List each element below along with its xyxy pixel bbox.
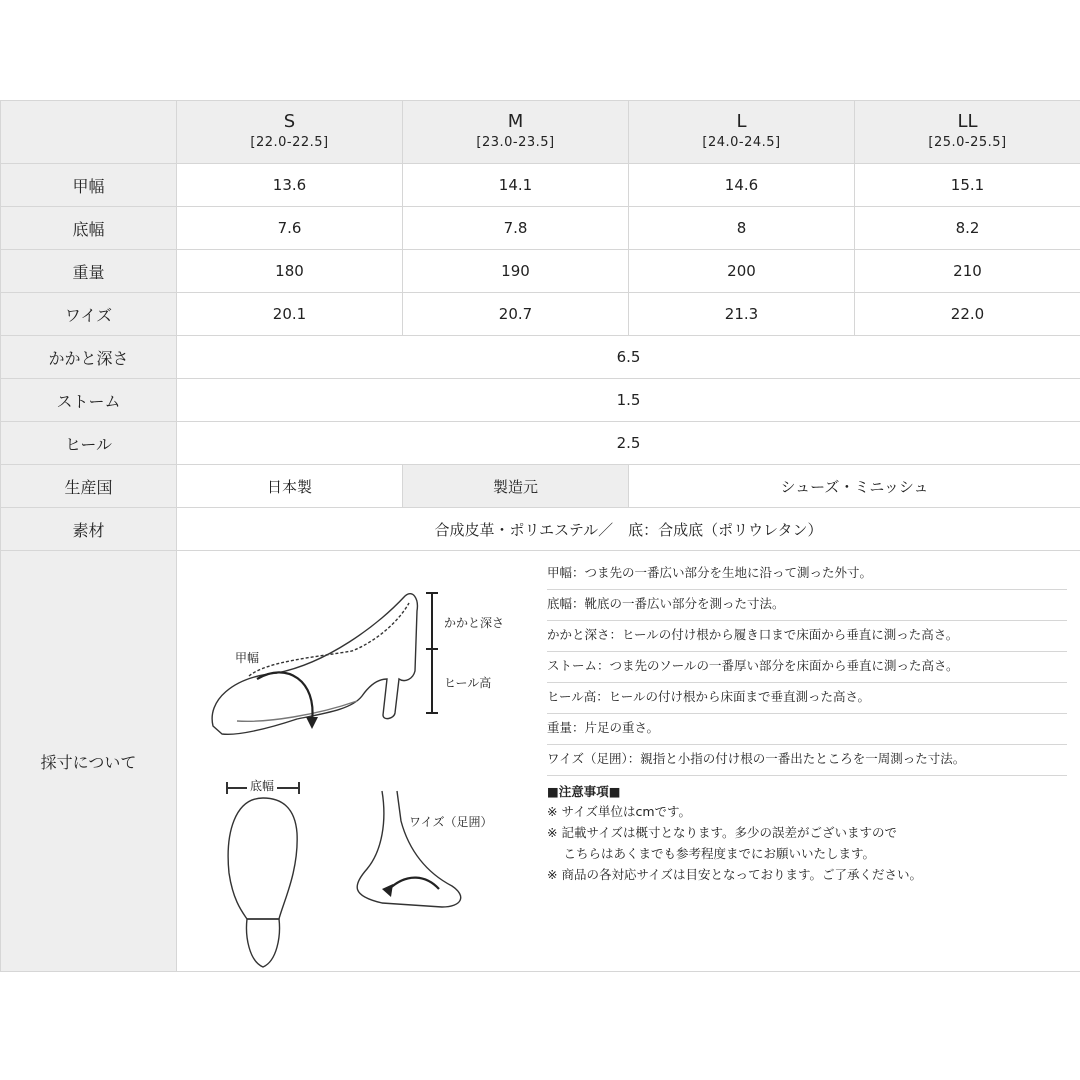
table-cell: 日本製 xyxy=(177,465,403,508)
measurement-cell xyxy=(177,551,1080,972)
table-cell: 20.1 xyxy=(177,293,403,336)
table-cell: 1.5 xyxy=(177,379,1080,422)
note-item: 重量：片足の重さ。 xyxy=(547,714,1067,745)
note-item: ストーム：つま先のソールの一番厚い部分を床面から垂直に測った高さ。 xyxy=(547,652,1067,683)
table-cell: 7.8 xyxy=(403,207,629,250)
table-row xyxy=(1,293,1080,336)
sole-illustration xyxy=(227,782,299,967)
size-range: [24.0-24.5] xyxy=(702,135,781,150)
row-label: かかと深さ xyxy=(1,336,177,379)
size-header-m xyxy=(403,101,629,164)
row-label: 素材 xyxy=(1,508,177,551)
size-header-s xyxy=(177,101,403,164)
size-header-l xyxy=(629,101,855,164)
row-label: 底幅 xyxy=(1,207,177,250)
table-cell: 13.6 xyxy=(177,164,403,207)
row-label: ヒール xyxy=(1,422,177,465)
row-label: ワイズ xyxy=(1,293,177,336)
caution-item: ※ サイズ単位はcmです。 xyxy=(547,804,691,819)
table-cell: シューズ・ミニッシュ xyxy=(629,465,1080,508)
size-range: [22.0-22.5] xyxy=(250,135,329,150)
table-cell: 2.5 xyxy=(177,422,1080,465)
table-cell: 20.7 xyxy=(403,293,629,336)
size-name: M xyxy=(507,111,524,132)
table-cell: 14.6 xyxy=(629,164,855,207)
table-row xyxy=(1,164,1080,207)
table-row xyxy=(1,508,1080,551)
kakato-label: かかと深さ xyxy=(444,616,505,630)
size-header-row xyxy=(1,101,1080,164)
row-label: 甲幅 xyxy=(1,164,177,207)
table-cell: 200 xyxy=(629,250,855,293)
caution-item: こちらはあくまでも参考程度までにお願いいたします。 xyxy=(547,846,875,861)
measurement-row xyxy=(1,551,1080,972)
note-item: かかと深さ：ヒールの付け根から履き口まで床面から垂直に測った高さ。 xyxy=(547,621,1067,652)
row-label: 重量 xyxy=(1,250,177,293)
caution-item: ※ 記載サイズは概寸となります。多少の誤差がございますので xyxy=(547,825,897,840)
table-cell: 210 xyxy=(855,250,1080,293)
size-name: LL xyxy=(957,111,978,132)
note-item: 甲幅：つま先の一番広い部分を生地に沿って測った外寸。 xyxy=(547,559,1067,590)
kouhaba-label: 甲幅 xyxy=(235,651,260,665)
foot-illustration xyxy=(357,791,461,907)
size-chart xyxy=(0,100,1080,972)
heel-label: ヒール高 xyxy=(444,676,492,690)
height-indicators xyxy=(426,593,438,713)
size-range: [25.0-25.5] xyxy=(928,135,1007,150)
table-row xyxy=(1,250,1080,293)
sokohaba-label: 底幅 xyxy=(247,777,277,794)
note-item: ワイズ（足囲）：親指と小指の付け根の一番出たところを一周測った寸法。 xyxy=(547,745,1067,776)
table-row xyxy=(1,336,1080,379)
table-row xyxy=(1,465,1080,508)
row-label: ストーム xyxy=(1,379,177,422)
kouhaba-arrow xyxy=(257,672,313,721)
table-cell: 6.5 xyxy=(177,336,1080,379)
size-header-ll xyxy=(855,101,1080,164)
table-cell: 15.1 xyxy=(855,164,1080,207)
row-label: 生産国 xyxy=(1,465,177,508)
size-range: [23.0-23.5] xyxy=(476,135,555,150)
table-row xyxy=(1,422,1080,465)
table-cell: 8.2 xyxy=(855,207,1080,250)
table-cell: 7.6 xyxy=(177,207,403,250)
maker-label: 製造元 xyxy=(403,465,629,508)
arrow-head-icon xyxy=(306,717,318,729)
table-cell: 190 xyxy=(403,250,629,293)
caution-item: ※ 商品の各対応サイズは目安となっております。ご了承ください。 xyxy=(547,867,922,882)
row-label: 採寸について xyxy=(1,551,177,972)
caution-title: ■注意事項■ xyxy=(547,784,621,799)
size-name: S xyxy=(283,111,296,132)
measurement-notes xyxy=(547,559,1067,885)
table-row xyxy=(1,207,1080,250)
table-cell: 21.3 xyxy=(629,293,855,336)
table-row xyxy=(1,379,1080,422)
table-cell: 22.0 xyxy=(855,293,1080,336)
table-cell: 合成皮革・ポリエステル／ 底：合成底（ポリウレタン） xyxy=(177,508,1080,551)
size-table xyxy=(0,100,1080,972)
table-cell: 14.1 xyxy=(403,164,629,207)
corner-cell xyxy=(1,101,177,164)
size-name: L xyxy=(736,111,747,132)
note-item: 底幅：靴底の一番広い部分を測った寸法。 xyxy=(547,590,1067,621)
table-cell: 180 xyxy=(177,250,403,293)
note-item: ヒール高：ヒールの付け根から床面まで垂直測った高さ。 xyxy=(547,683,1067,714)
wise-label: ワイズ（足囲） xyxy=(409,815,493,829)
table-cell: 8 xyxy=(629,207,855,250)
arrow-head-icon xyxy=(382,884,393,897)
